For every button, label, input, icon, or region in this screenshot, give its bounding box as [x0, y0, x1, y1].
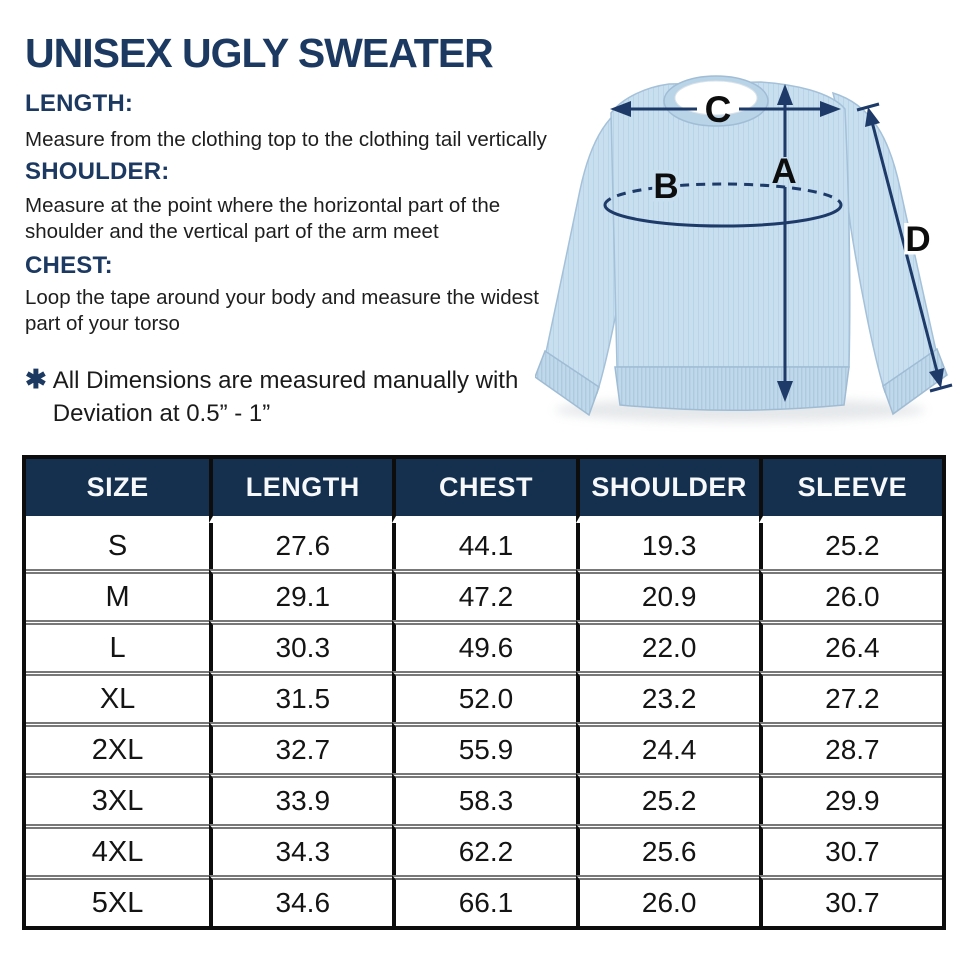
length-value: 33.9	[209, 773, 392, 824]
chest-value: 55.9	[392, 722, 575, 773]
length-description: Measure from the clothing top to the clothing tail vertically	[25, 128, 547, 151]
size-value: L	[26, 620, 209, 671]
dimension-label-d: D	[905, 220, 931, 259]
shoulder-value: 22.0	[576, 620, 759, 671]
sleeve-value: 28.7	[759, 722, 942, 773]
sleeve-value: 29.9	[759, 773, 942, 824]
size-value: XL	[26, 671, 209, 722]
length-value: 27.6	[209, 523, 392, 569]
size-value: 5XL	[26, 875, 209, 926]
table-row-s	[26, 523, 942, 569]
table-row-4xl	[26, 824, 942, 875]
chest-value: 62.2	[392, 824, 575, 875]
chest-value: 52.0	[392, 671, 575, 722]
column-header-length: LENGTH	[209, 459, 392, 523]
sleeve-value: 27.2	[759, 671, 942, 722]
sleeve-value: 30.7	[759, 875, 942, 926]
column-header-chest: CHEST	[392, 459, 575, 523]
size-value: 3XL	[26, 773, 209, 824]
asterisk-icon: ✱	[25, 364, 47, 394]
table-row-3xl	[26, 773, 942, 824]
shoulder-value: 25.6	[576, 824, 759, 875]
sweater-diagram	[535, 65, 960, 445]
sleeve-value: 30.7	[759, 824, 942, 875]
sleeve-value: 25.2	[759, 523, 942, 569]
shoulder-heading: SHOULDER:	[25, 158, 170, 185]
size-value: 2XL	[26, 722, 209, 773]
length-value: 30.3	[209, 620, 392, 671]
chest-value: 49.6	[392, 620, 575, 671]
shoulder-value: 20.9	[576, 569, 759, 620]
chest-value: 58.3	[392, 773, 575, 824]
size-value: 4XL	[26, 824, 209, 875]
table-row-m	[26, 569, 942, 620]
size-chart-table	[22, 455, 946, 930]
table-row-l	[26, 620, 942, 671]
length-value: 34.6	[209, 875, 392, 926]
shoulder-value: 26.0	[576, 875, 759, 926]
size-value: M	[26, 569, 209, 620]
shoulder-description: Measure at the point where the horizontal part of the shoulder and the vertical part of the arm meet	[25, 194, 501, 243]
hem-band	[615, 367, 849, 410]
shoulder-value: 19.3	[576, 523, 759, 569]
chest-description: Loop the tape around your body and measure the widest part of your torso	[25, 286, 539, 335]
length-heading: LENGTH:	[25, 90, 134, 117]
note-text: All Dimensions are measured manually with Deviation at 0.5” - 1”	[52, 367, 519, 427]
chest-value: 66.1	[392, 875, 575, 926]
shoulder-value: 24.4	[576, 722, 759, 773]
chest-heading: CHEST:	[25, 252, 113, 279]
dimension-label-b: B	[653, 167, 679, 206]
length-value: 29.1	[209, 569, 392, 620]
size-value: S	[26, 523, 209, 569]
table-row-xl	[26, 671, 942, 722]
sleeve-value: 26.4	[759, 620, 942, 671]
table-row-5xl	[26, 875, 942, 926]
measurement-note	[25, 364, 545, 430]
column-header-sleeve: SLEEVE	[759, 459, 942, 523]
dimension-label-c: C	[704, 89, 732, 130]
chest-value: 47.2	[392, 569, 575, 620]
table-row-2xl	[26, 722, 942, 773]
column-header-size: SIZE	[26, 459, 209, 523]
header-row	[26, 459, 942, 523]
length-value: 32.7	[209, 722, 392, 773]
sleeve-value: 26.0	[759, 569, 942, 620]
page-title: UNISEX UGLY SWEATER	[25, 30, 493, 76]
column-header-shoulder: SHOULDER	[576, 459, 759, 523]
length-value: 34.3	[209, 824, 392, 875]
shoulder-value: 23.2	[576, 671, 759, 722]
length-value: 31.5	[209, 671, 392, 722]
shoulder-value: 25.2	[576, 773, 759, 824]
chest-value: 44.1	[392, 523, 575, 569]
dimension-label-a: A	[771, 152, 797, 191]
